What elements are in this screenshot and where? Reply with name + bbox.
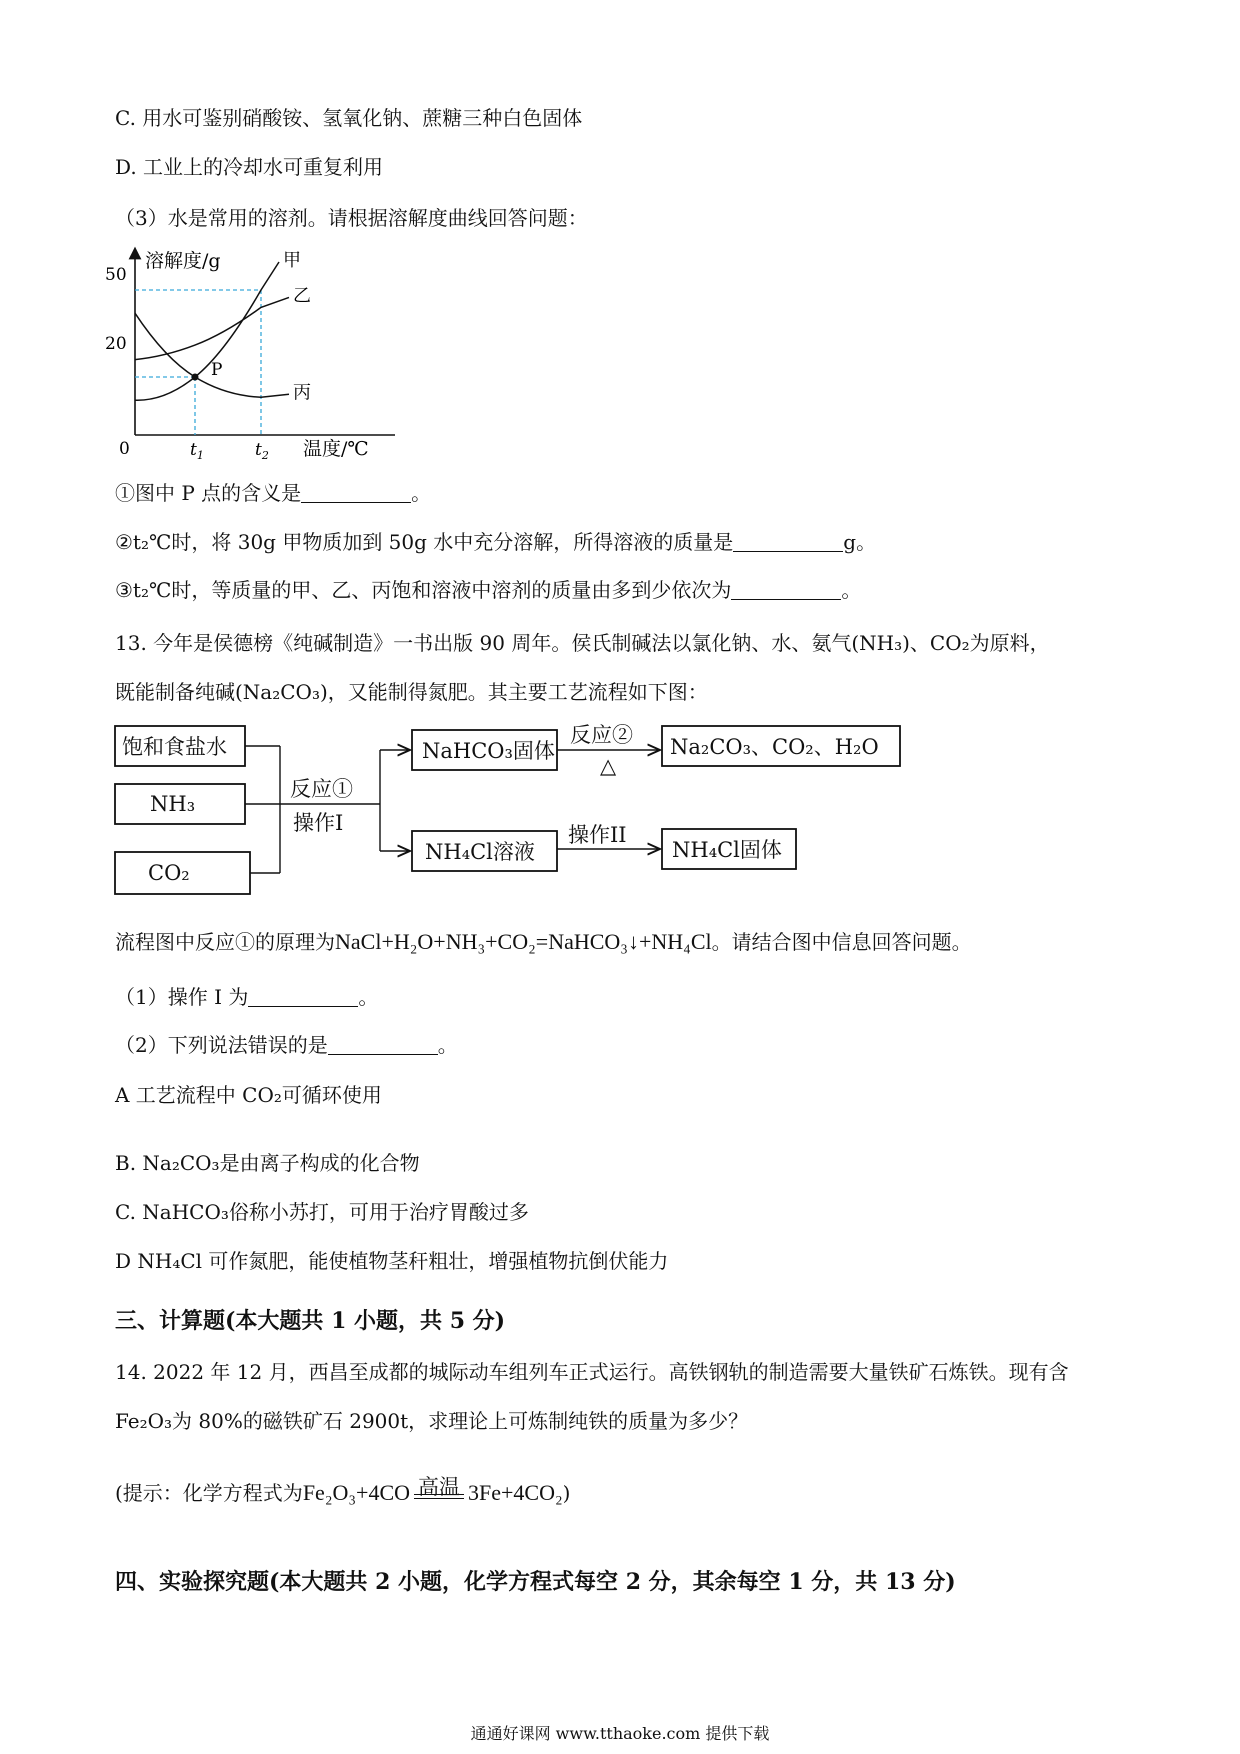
curve-yi (135, 297, 289, 359)
answer-blank[interactable] (248, 986, 358, 1007)
curve-bing (135, 313, 289, 397)
y-tick-20: 20 (105, 334, 127, 354)
reaction-equation: NaCl+H₂O+NH₃+CO₂=NaHCO₃↓+NH₄Cl (335, 929, 712, 954)
label-op2: 操作II (568, 823, 627, 847)
label-products: Na₂CO₃、CO₂、H₂O (670, 735, 879, 759)
q12-3-1: ①图中 P 点的含义是 。 (115, 481, 432, 505)
x-axis-label: 温度/℃ (303, 438, 369, 460)
q13-option-b: B. Na₂CO₃是由离子构成的化合物 (115, 1151, 420, 1175)
footer-text: 通通好课网 www.tthaoke.com 提供下载 (470, 1724, 770, 1743)
label-nh3: NH₃ (150, 792, 196, 816)
q14-line-2: Fe₂O₃为 80%的磁铁矿石 2900t，求理论上可炼制纯铁的质量为多少？ (115, 1409, 749, 1433)
q13-intro-2: 既能制备纯碱(Na₂CO₃)，又能制得氮肥。其主要工艺流程如下图： (115, 680, 708, 704)
intersection-point (192, 374, 199, 381)
answer-blank[interactable] (328, 1034, 438, 1055)
section-4-heading: 四、实验探究题(本大题共 2 小题，化学方程式每空 2 分，其余每空 1 分，共 13 分) (115, 1569, 956, 1595)
label-nh4cl-solution: NH₄Cl溶液 (425, 840, 535, 864)
series-label-bing: 丙 (293, 382, 311, 404)
q14-hint: (提示：化学方程式为Fe₂O₃+4CO 高温 3Fe+4CO₂) (115, 1475, 571, 1505)
process-flow-diagram (110, 718, 910, 908)
q13-sub2: （2）下列说法错误的是 。 (115, 1033, 458, 1057)
label-brine: 饱和食盐水 (122, 735, 227, 759)
origin-label: 0 (119, 439, 130, 459)
y-axis-label: 溶解度/g (145, 250, 221, 272)
x-tick-t2: $t_2$ (255, 440, 269, 460)
option-c: C. 用水可鉴别硝酸铵、氢氧化钠、蔗糖三种白色固体 (115, 106, 583, 130)
q13-intro-1: 13. 今年是侯德榜《纯碱制造》一书出版 90 周年。侯氏制碱法以氯化钠、水、氨气(NH₃)、CO₂为原料， (115, 631, 1050, 655)
y-tick-50: 50 (105, 265, 127, 285)
q14-line-1: 14. 2022 年 12 月，西昌至成都的城际动车组列车正式运行。高铁钢轨的制造需要大量铁矿石炼铁。现有含 (115, 1360, 1069, 1384)
q13-sub1: （1）操作 I 为 。 (115, 985, 379, 1009)
label-nahco3: NaHCO₃固体 (422, 739, 555, 763)
point-label: P (211, 360, 223, 380)
answer-blank[interactable] (301, 482, 411, 503)
label-op1: 操作I (293, 811, 344, 835)
guide-lines (135, 290, 261, 435)
q13-option-a: A 工艺流程中 CO₂可循环使用 (115, 1083, 382, 1107)
series-label-yi: 乙 (293, 285, 311, 307)
q13-principle: 流程图中反应①的原理为NaCl+H₂O+NH₃+CO₂=NaHCO₃↓+NH₄Cl。请结合图中信息回答问题。 (115, 929, 972, 954)
label-co2: CO₂ (148, 861, 190, 885)
q12-3-3: ③t₂℃时，等质量的甲、乙、丙饱和溶液中溶剂的质量由多到少依次为 。 (115, 578, 862, 602)
label-reaction2: 反应② (570, 723, 633, 747)
label-heat: △ (600, 754, 617, 778)
solubility-chart (105, 245, 405, 460)
answer-blank[interactable] (731, 579, 841, 600)
answer-blank[interactable] (733, 531, 843, 552)
label-nh4cl-solid: NH₄Cl固体 (672, 838, 782, 862)
q13-option-d: D NH₄Cl 可作氮肥，能使植物茎秆粗壮，增强植物抗倒伏能力 (115, 1249, 669, 1273)
part-3-prompt: （3）水是常用的溶剂。请根据溶解度曲线回答问题： (115, 206, 588, 230)
q13-option-c: C. NaHCO₃俗称小苏打，可用于治疗胃酸过多 (115, 1200, 529, 1224)
option-d: D. 工业上的冷却水可重复利用 (115, 155, 384, 179)
curve-jia (135, 262, 279, 400)
x-tick-t1: $t_1$ (190, 440, 204, 460)
series-label-jia: 甲 (283, 250, 301, 271)
q12-3-2: ②t₂℃时，将 30g 甲物质加到 50g 水中充分溶解，所得溶液的质量是 g。 (115, 530, 877, 554)
label-reaction1: 反应① (290, 777, 353, 801)
section-3-heading: 三、计算题(本大题共 1 小题，共 5 分) (115, 1308, 506, 1334)
